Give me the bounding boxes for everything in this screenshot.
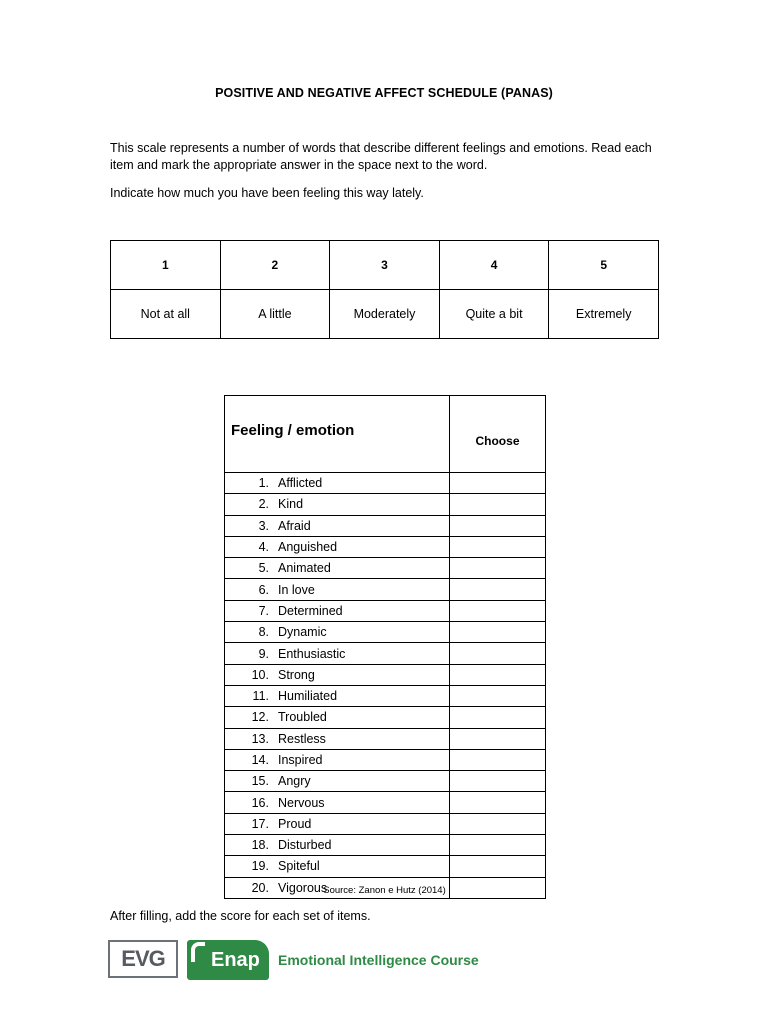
table-row [225,728,546,749]
course-name: Emotional Intelligence Course [278,952,479,968]
item-label: Proud [278,816,312,831]
table-row [225,579,546,600]
item-number: 16. [251,795,269,810]
feeling-item [225,771,450,792]
item-label: Vigorous [278,880,328,895]
item-number: 10. [251,667,269,682]
choose-cell[interactable] [450,558,546,579]
feeling-item [225,856,450,877]
scale-number: 4 [439,241,549,290]
item-label: Troubled [278,710,327,725]
item-label: In love [278,582,315,597]
header-feeling-emotion: Feeling / emotion [225,396,450,473]
item-number: 2. [258,497,269,512]
item-number: 20. [251,880,269,895]
choose-cell[interactable] [450,664,546,685]
intro-paragraph-2: Indicate how much you have been feeling this way lately. [110,186,424,200]
choose-cell[interactable] [450,515,546,536]
choose-cell[interactable] [450,685,546,706]
scale-number: 5 [549,241,659,290]
item-number: 15. [251,774,269,789]
item-number: 6. [258,582,269,597]
table-row [225,771,546,792]
item-label: Angry [278,774,311,789]
table-row [225,749,546,770]
item-number: 3. [258,518,269,533]
scale-label: Quite a bit [439,290,549,339]
item-number: 17. [251,816,269,831]
item-label: Anguished [278,540,338,555]
choose-cell[interactable] [450,579,546,600]
choose-cell[interactable] [450,622,546,643]
choose-cell[interactable] [450,494,546,515]
choose-cell[interactable] [450,792,546,813]
scale-number: 1 [111,241,221,290]
feeling-item [225,792,450,813]
feeling-item [225,728,450,749]
item-number: 7. [258,603,269,618]
choose-cell[interactable] [450,536,546,557]
item-number: 5. [258,561,269,576]
feeling-item [225,835,450,856]
feeling-item [225,473,450,494]
table-row [225,600,546,621]
item-label: Nervous [278,795,325,810]
item-number: 1. [258,476,269,491]
item-label: Disturbed [278,838,332,853]
scale-label: Extremely [549,290,659,339]
feeling-item [225,707,450,728]
scale-number: 3 [330,241,440,290]
table-row [225,685,546,706]
item-label: Spiteful [278,859,320,874]
feeling-item [225,558,450,579]
table-row [225,835,546,856]
scale-label: A little [220,290,330,339]
item-number: 11. [252,689,269,704]
footer-logos [108,940,488,980]
table-row [225,558,546,579]
table-row [225,515,546,536]
item-number: 19. [251,859,269,874]
scale-numbers-row [111,241,659,290]
item-label: Enthusiastic [278,646,346,661]
item-label: Dynamic [278,625,327,640]
feeling-item [225,494,450,515]
feeling-item [225,600,450,621]
page-title: POSITIVE AND NEGATIVE AFFECT SCHEDULE (PANAS) [215,86,553,100]
choose-cell[interactable] [450,813,546,834]
item-number: 8. [258,625,269,640]
feelings-table-header [225,396,546,473]
enap-mark-icon [191,942,205,962]
feeling-item [225,536,450,557]
feeling-item [225,685,450,706]
item-number: 13. [251,731,269,746]
evg-logo [108,940,178,978]
table-row [225,622,546,643]
choose-cell[interactable] [450,473,546,494]
table-row [225,856,546,877]
item-number: 9. [258,646,269,661]
enap-logo [187,940,269,980]
item-label: Restless [278,731,326,746]
item-label: Kind [278,497,304,512]
choose-cell[interactable] [450,771,546,792]
item-label: Humiliated [278,689,338,704]
item-number: 18. [251,838,269,853]
item-number: 12. [251,710,269,725]
choose-cell[interactable] [450,728,546,749]
intro-text [110,140,670,213]
scale-label: Not at all [111,290,221,339]
choose-cell[interactable] [450,600,546,621]
intro-paragraph-1: This scale represents a number of words that describe different feelings and emotions. Read each item and mark the appropriate answer in the space next to the word. [110,141,652,172]
source-citation: Source: Zanon e Hutz (2014) [323,885,446,896]
feelings-table [224,395,546,899]
table-row [225,707,546,728]
rating-scale-table [110,240,659,339]
table-row [225,643,546,664]
choose-cell[interactable] [450,835,546,856]
choose-cell[interactable] [450,856,546,877]
table-row [225,494,546,515]
scale-label: Moderately [330,290,440,339]
item-label: Inspired [278,753,323,767]
item-label: Strong [278,667,315,682]
table-row [225,473,546,494]
choose-cell[interactable] [450,643,546,664]
feeling-item [225,643,450,664]
feeling-item [225,813,450,834]
item-label: Afraid [278,518,311,533]
item-label: Determined [278,603,343,618]
enap-logo-text: Enap [211,948,260,971]
table-row [225,664,546,685]
choose-cell[interactable] [450,707,546,728]
table-row [225,792,546,813]
feeling-item [225,749,450,770]
item-label: Animated [278,561,331,576]
feeling-item [225,622,450,643]
table-row [225,536,546,557]
table-row [225,813,546,834]
item-number: 4. [258,540,269,555]
instruction-after: After filling, add the score for each set of items. [110,909,371,923]
feeling-item [225,515,450,536]
feeling-item [225,579,450,600]
scale-labels-row [111,290,659,339]
item-number: 14. [251,753,269,767]
evg-logo-text: EVG [121,946,165,971]
scale-number: 2 [220,241,330,290]
choose-cell[interactable] [450,749,546,770]
header-choose: Choose [450,396,546,473]
item-label: Afflicted [278,476,323,491]
feeling-item [225,664,450,685]
